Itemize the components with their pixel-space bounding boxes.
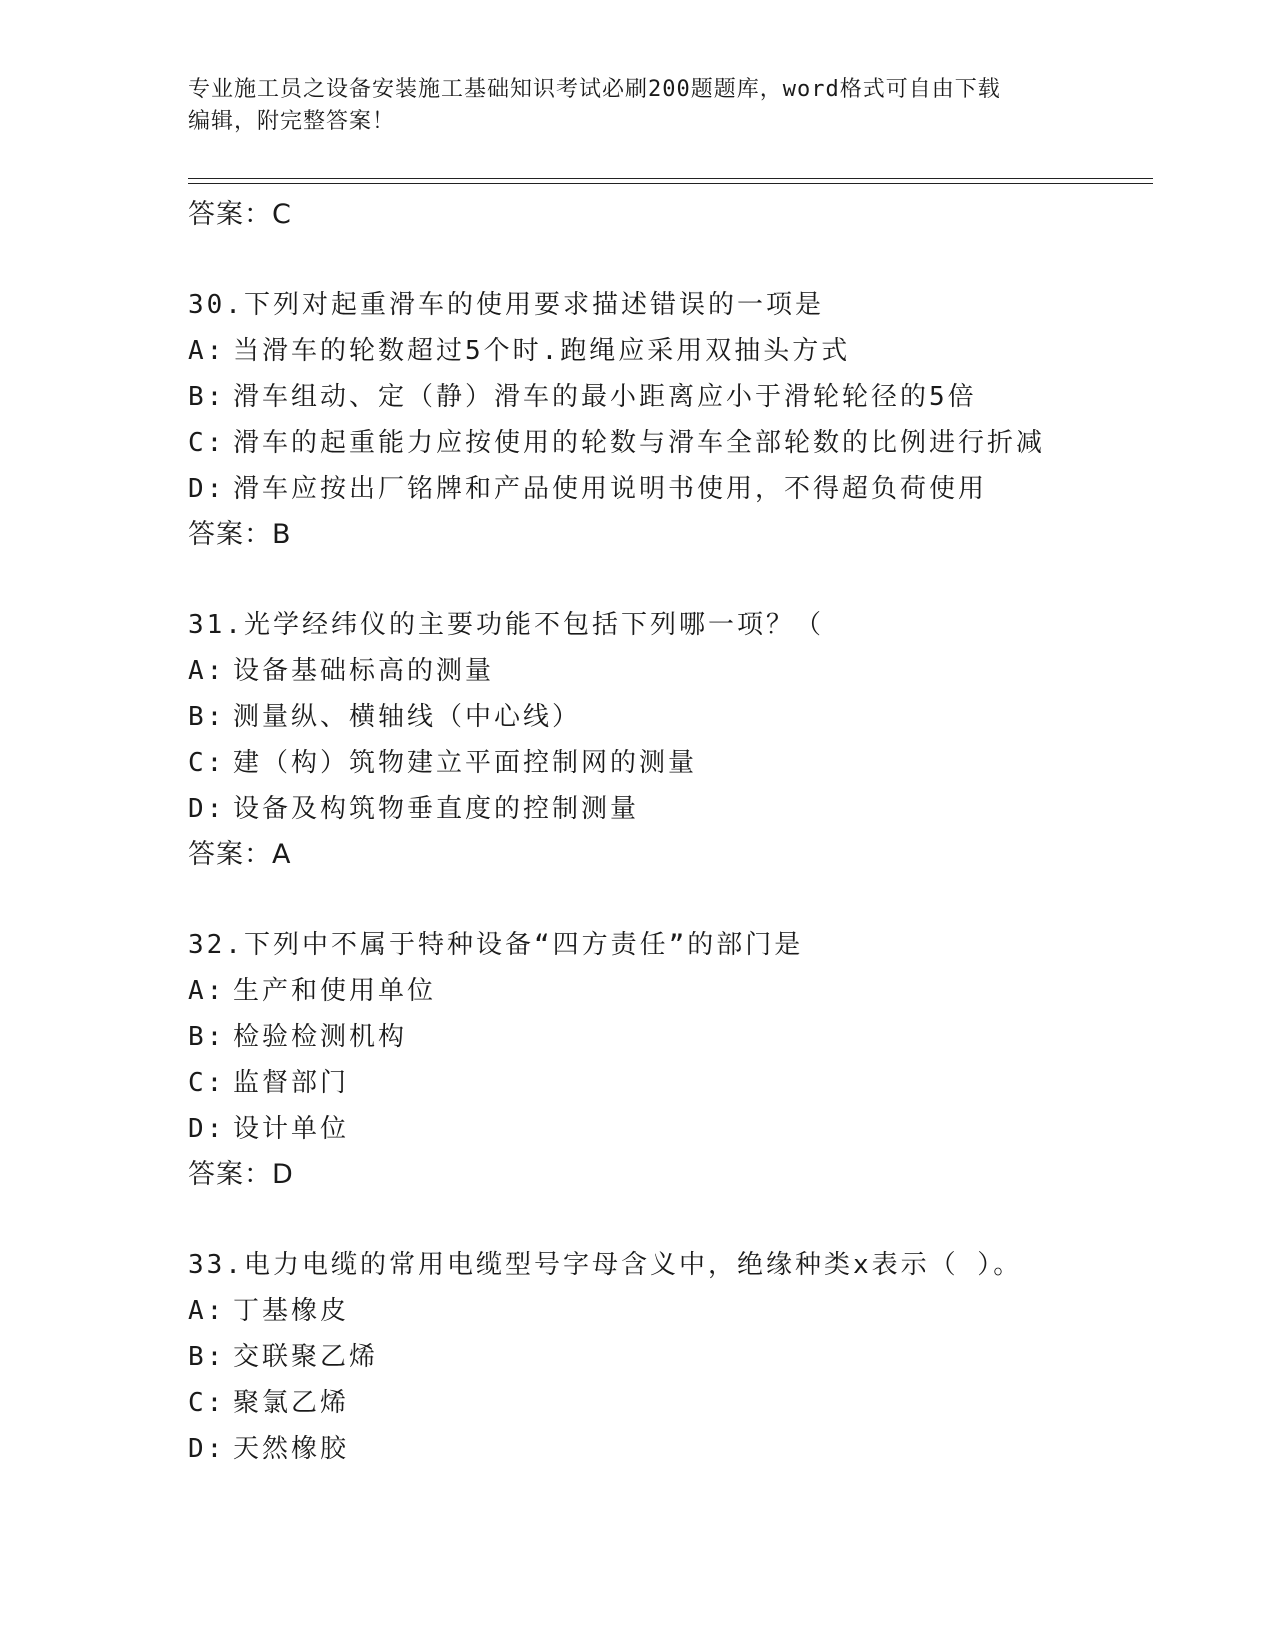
option-text: 测量纵、横轴线（中心线） <box>233 702 582 732</box>
answer-value: D <box>272 1159 294 1190</box>
answer-value: C <box>272 199 292 230</box>
answer-line <box>188 832 1148 878</box>
question-list <box>188 192 1148 1472</box>
question-number: 33. <box>188 1250 244 1280</box>
answer-line <box>188 1152 1148 1198</box>
option-text: 设计单位 <box>233 1114 350 1144</box>
option-text: 天然橡胶 <box>233 1434 350 1464</box>
option-line <box>188 1334 1148 1380</box>
question-stem <box>188 602 1148 648</box>
option-letter: C: <box>188 428 226 458</box>
answer-label: 答案： <box>188 199 272 230</box>
option-line <box>188 374 1148 420</box>
option-letter: D: <box>188 794 226 824</box>
option-line <box>188 740 1148 786</box>
option-line <box>188 648 1148 694</box>
option-line <box>188 1106 1148 1152</box>
answer-value: B <box>272 519 292 550</box>
option-letter: A: <box>188 1296 226 1326</box>
option-letter: C: <box>188 1068 226 1098</box>
question-stem <box>188 1242 1148 1288</box>
option-line <box>188 1380 1148 1426</box>
option-line <box>188 1426 1148 1472</box>
option-letter: A: <box>188 976 226 1006</box>
option-text: 监督部门 <box>233 1068 350 1098</box>
option-text: 滑车组动、定（静）滑车的最小距离应小于滑轮轮径的5倍 <box>233 382 977 412</box>
option-line <box>188 786 1148 832</box>
option-letter: A: <box>188 656 226 686</box>
option-letter: C: <box>188 1388 226 1418</box>
option-line <box>188 420 1148 466</box>
option-text: 建（构）筑物建立平面控制网的测量 <box>233 748 698 778</box>
option-text: 滑车的起重能力应按使用的轮数与滑车全部轮数的比例进行折减 <box>233 428 1046 458</box>
option-text: 设备基础标高的测量 <box>233 656 495 686</box>
option-line <box>188 1014 1148 1060</box>
answer-line <box>188 192 1148 238</box>
option-line <box>188 968 1148 1014</box>
option-line <box>188 1060 1148 1106</box>
question-number: 30. <box>188 290 244 320</box>
option-text: 丁基橡皮 <box>233 1296 350 1326</box>
option-text: 设备及构筑物垂直度的控制测量 <box>233 794 640 824</box>
option-text: 交联聚乙烯 <box>233 1342 379 1372</box>
option-letter: C: <box>188 748 226 778</box>
question-text: 下列中不属于特种设备“四方责任”的部门是 <box>243 930 804 960</box>
question-text: 电力电缆的常用电缆型号字母含义中，绝缘种类x表示（ ）。 <box>243 1250 1023 1280</box>
option-letter: D: <box>188 474 226 504</box>
option-letter: B: <box>188 1342 226 1372</box>
option-line <box>188 328 1148 374</box>
option-line <box>188 694 1148 740</box>
option-text: 生产和使用单位 <box>233 976 437 1006</box>
option-letter: D: <box>188 1434 226 1464</box>
header-line-2: 编辑，附完整答案！ <box>188 109 396 134</box>
option-text: 滑车应按出厂铭牌和产品使用说明书使用，不得超负荷使用 <box>233 474 988 504</box>
option-line <box>188 466 1148 512</box>
header-line-1: 专业施工员之设备安装施工基础知识考试必刷200题题库，word格式可自由下载 <box>188 77 1001 102</box>
answer-label: 答案： <box>188 519 272 550</box>
header-divider-bottom <box>188 183 1153 184</box>
question-stem <box>188 282 1148 328</box>
option-line <box>188 1288 1148 1334</box>
option-letter: B: <box>188 702 226 732</box>
option-letter: B: <box>188 1022 226 1052</box>
answer-label: 答案： <box>188 1159 272 1190</box>
option-letter: A: <box>188 336 226 366</box>
option-text: 当滑车的轮数超过5个时.跑绳应采用双抽头方式 <box>233 336 851 366</box>
option-letter: B: <box>188 382 226 412</box>
question-number: 32. <box>188 930 244 960</box>
document-header <box>188 74 1088 138</box>
question-stem <box>188 922 1148 968</box>
question-number: 31. <box>188 610 244 640</box>
option-letter: D: <box>188 1114 226 1144</box>
question-text: 光学经纬仪的主要功能不包括下列哪一项？（ <box>243 610 824 640</box>
answer-line <box>188 512 1148 558</box>
answer-value: A <box>272 839 292 870</box>
option-text: 聚氯乙烯 <box>233 1388 350 1418</box>
question-text: 下列对起重滑车的使用要求描述错误的一项是 <box>243 290 824 320</box>
option-text: 检验检测机构 <box>233 1022 408 1052</box>
answer-label: 答案： <box>188 839 272 870</box>
header-divider-top <box>188 178 1153 179</box>
